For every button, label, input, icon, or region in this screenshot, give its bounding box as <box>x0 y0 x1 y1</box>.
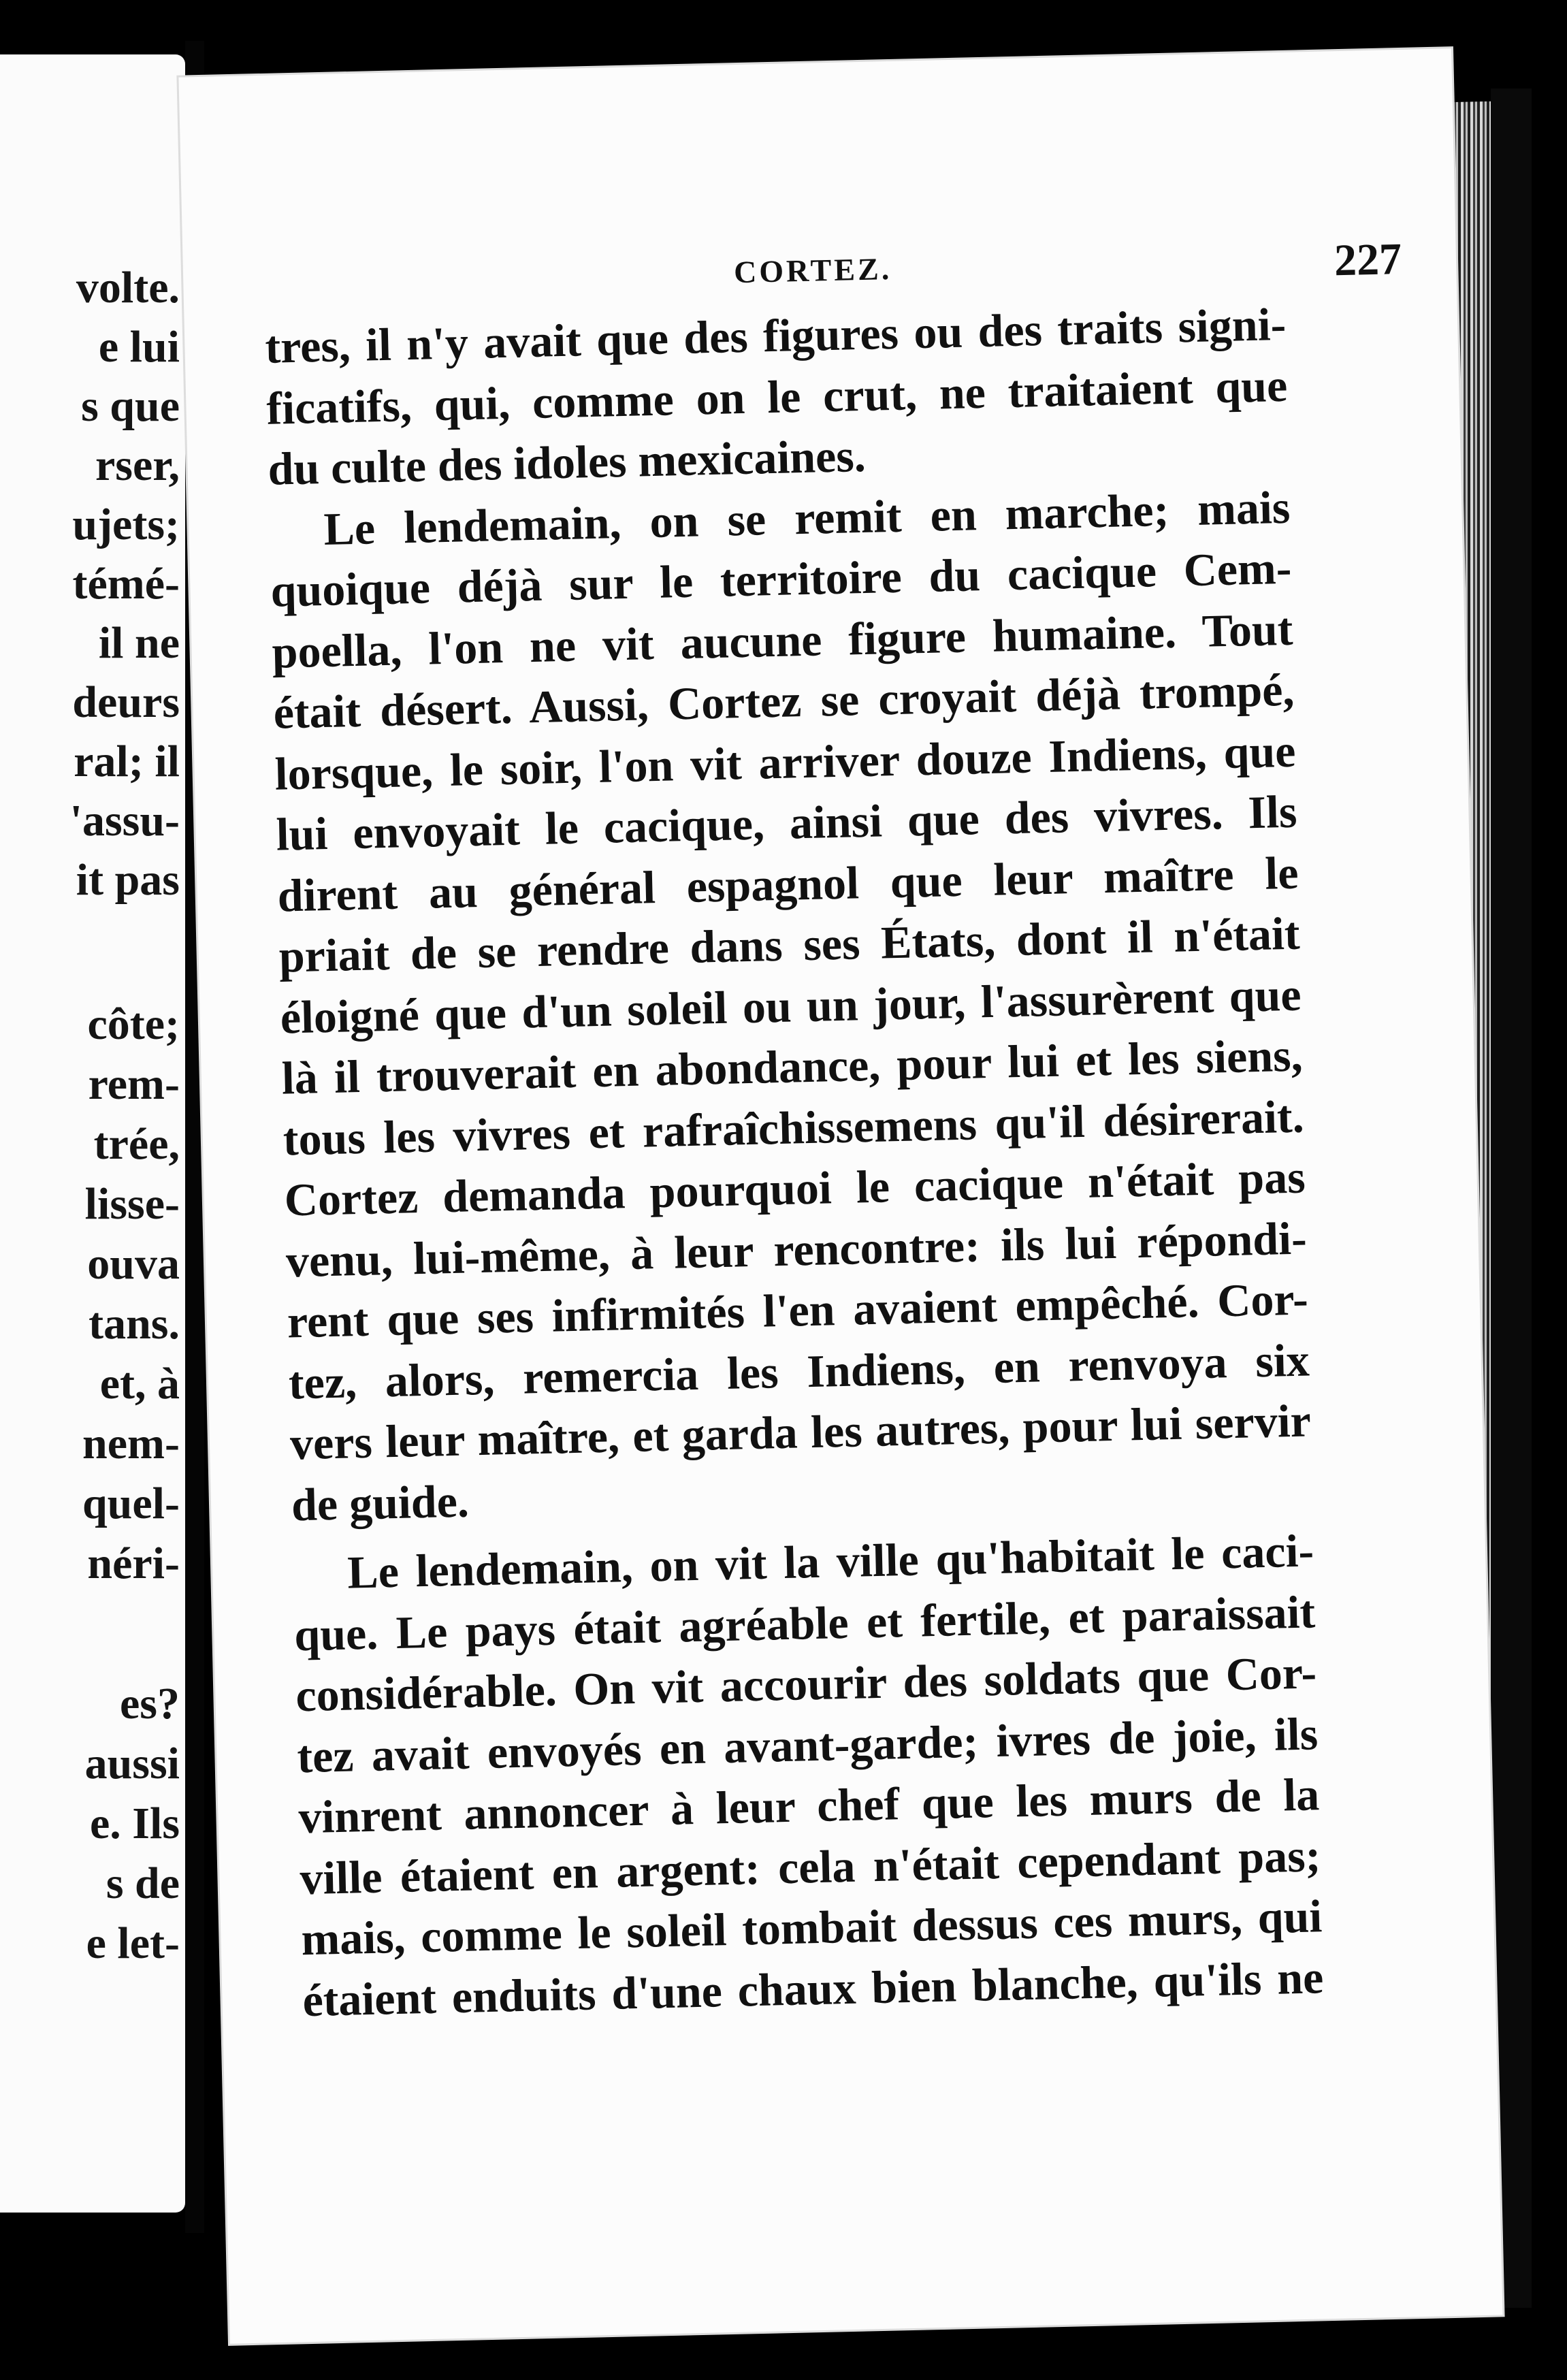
text-line: tez avait envoyés en avant-garde; ivres de joie, ils <box>296 1707 1319 1782</box>
left-page-line: es? <box>120 1679 180 1728</box>
text-line: du culte des idoles mexicaines. <box>267 429 867 495</box>
text-line: Cortez demanda pourquoi le cacique n'était pas <box>284 1151 1306 1226</box>
left-page-line: trée, <box>93 1119 180 1169</box>
text-line: Le lendemain, on vit la ville qu'habitait le caci- <box>346 1524 1314 1598</box>
left-page-line: it pas <box>76 855 180 905</box>
text-line: quoique déjà sur le territoire du cacique Cem- <box>270 541 1293 617</box>
left-page-line: e let- <box>86 1918 180 1968</box>
page-number: 227 <box>1334 234 1402 286</box>
left-page-line: volte. <box>76 263 180 312</box>
left-page-line: témé- <box>72 559 180 609</box>
text-line: priait de se rendre dans ses États, dont il n'était <box>278 907 1301 982</box>
text-line: étaient enduits d'une chaux bien blanche, qu'ils ne <box>302 1950 1325 2026</box>
left-page-fragment <box>0 54 185 2213</box>
left-page-line: néri- <box>87 1539 180 1588</box>
text-line: ville étaient en argent: cela n'était cependant pas; <box>299 1829 1321 1904</box>
text-line: ficatifs, qui, comme on le crut, ne traitaient que <box>265 359 1288 434</box>
text-line: rent que ses infirmités l'en avaient empêché. Cor- <box>287 1272 1309 1348</box>
book-edge-shadow <box>1491 89 1532 2308</box>
text-line: lui envoyait le cacique, ainsi que des vivres. Ils <box>275 785 1298 861</box>
left-page-line: aussi <box>84 1739 180 1788</box>
left-page-line: côte; <box>87 999 180 1049</box>
body-text <box>264 294 1324 2031</box>
text-line: dirent au général espagnol que leur maître le <box>276 846 1299 922</box>
text-line: de guide. <box>291 1475 470 1530</box>
left-page-line: quel- <box>82 1479 180 1528</box>
left-page-line: e. Ils <box>90 1799 180 1848</box>
text-line: tez, alors, remercia les Indiens, en renvoya six <box>288 1333 1310 1409</box>
left-page-line: tans. <box>88 1299 180 1349</box>
text-line: éloigné que d'un soleil ou un jour, l'assurèrent que <box>279 968 1302 1044</box>
text-line: là il trouverait en abondance, pour lui et les siens, <box>280 1029 1304 1104</box>
text-line: poella, l'on ne vit aucune figure humaine. Tout <box>271 602 1294 678</box>
text-line: lorsque, le soir, l'on vit arriver douze Indiens, que <box>274 724 1297 800</box>
text-line: vinrent annoncer à leur chef que les murs de la <box>297 1768 1320 1844</box>
left-page-line: et, à <box>99 1359 180 1409</box>
left-page-line: deurs <box>72 677 180 727</box>
left-page-line: lisse- <box>84 1179 180 1229</box>
left-page-line: 'assu- <box>69 796 180 846</box>
text-line: mais, comme le soleil tombait dessus ces murs, qui <box>300 1890 1323 1965</box>
left-page-line: rser, <box>95 440 180 490</box>
text-line: était désert. Aussi, Cortez se croyait déjà trompé, <box>272 663 1295 739</box>
left-page-line: s de <box>106 1859 180 1908</box>
left-page-line: nem- <box>82 1419 180 1468</box>
left-page-line: s que <box>81 381 180 431</box>
running-title: CORTEZ. <box>733 251 892 290</box>
text-line: que. Le pays était agréable et fertile, et paraissait <box>293 1585 1316 1660</box>
left-page-line: il ne <box>98 618 180 668</box>
text-line: Le lendemain, on se remit en marche; mais <box>323 481 1291 555</box>
left-page-line: ral; il <box>74 737 180 786</box>
text-line: tres, il n'y avait que des figures ou des traits signi- <box>264 298 1287 373</box>
left-page-line: ujets; <box>72 500 180 549</box>
text-line: vers leur maître, et garda les autres, pour lui servir <box>289 1394 1312 1470</box>
text-line: tous les vivres et rafraîchissemens qu'il désirerait. <box>282 1090 1305 1165</box>
text-line: considérable. On vit accourir des soldats que Cor- <box>295 1646 1317 1722</box>
text-line: venu, lui-même, à leur rencontre: ils lui répondi- <box>285 1211 1308 1287</box>
left-page-line: ouva <box>87 1239 180 1289</box>
book-page <box>178 48 1502 2344</box>
left-page-line: rem- <box>88 1059 180 1109</box>
left-page-line: e lui <box>98 322 180 372</box>
